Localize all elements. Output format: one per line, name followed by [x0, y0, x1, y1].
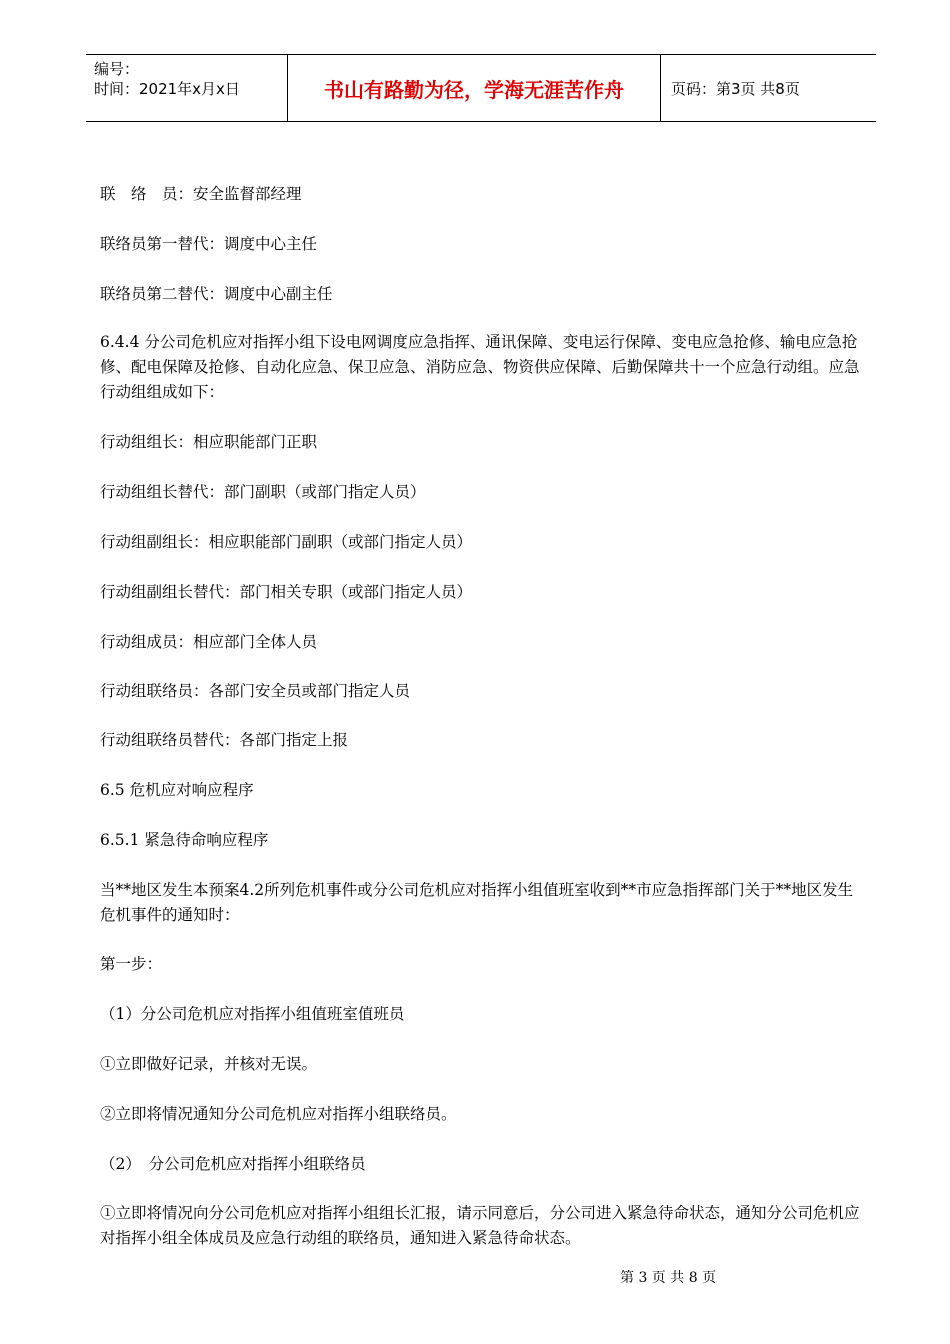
paragraph: （2） 分公司危机应对指挥小组联络员	[100, 1155, 366, 1173]
paragraph: ②立即将情况通知分公司危机应对指挥小组联络员。	[100, 1105, 457, 1123]
paragraph: （1）分公司危机应对指挥小组值班室值班员	[100, 1005, 405, 1023]
paragraph: 行动组成员：相应部门全体人员	[100, 633, 318, 651]
paragraph: 当**地区发生本预案4.2所列危机事件或分公司危机应对指挥小组值班室收到**市应急指挥部门关于**地区发生危机事件的通知时：	[100, 881, 854, 924]
header-page-number: 页码：第3页 共8页	[671, 79, 800, 98]
paragraph: 6.4.4 分公司危机应对指挥小组下设电网调度应急指挥、通讯保障、变电运行保障、变电应急抢修、输电应急抢修、配电保障及抢修、自动化应急、保卫应急、消防应急、物资供应保障、后勤保障共十一个应急行动组。应急行动组组成如下：	[100, 333, 860, 401]
paragraph: ①立即将情况向分公司危机应对指挥小组组长汇报，请示同意后，分公司进入紧急待命状态，通知分公司危机应对指挥小组全体成员及应急行动组的联络员，通知进入紧急待命状态。	[100, 1204, 860, 1247]
paragraph: 联 络 员：安全监督部经理	[100, 185, 302, 203]
page-header	[86, 54, 876, 122]
paragraph: 行动组组长替代：部门副职（或部门指定人员）	[100, 483, 426, 501]
paragraph: 行动组副组长替代：部门相关专职（或部门指定人员）	[100, 583, 473, 601]
header-meta	[86, 55, 287, 121]
header-motto: 书山有路勤为径，学海无涯苦作舟	[287, 55, 661, 121]
paragraph: 联络员第二替代：调度中心副主任	[100, 285, 333, 303]
paragraph: ①立即做好记录，并核对无误。	[100, 1055, 318, 1073]
paragraph: 行动组联络员替代：各部门指定上报	[100, 731, 349, 749]
section-heading: 6.5.1 紧急待命响应程序	[100, 831, 269, 849]
paragraph: 行动组联络员：各部门安全员或部门指定人员	[100, 682, 411, 700]
date-label: 时间：2021年x月x日	[94, 80, 240, 98]
section-heading: 6.5 危机应对响应程序	[100, 781, 254, 799]
paragraph: 行动组组长：相应职能部门正职	[100, 433, 318, 451]
serial-number-label: 编号：	[94, 60, 140, 78]
paragraph: 第一步：	[100, 955, 163, 973]
page-footer: 第 3 页 共 8 页	[620, 1270, 717, 1286]
paragraph: 联络员第一替代：调度中心主任	[100, 235, 318, 253]
paragraph: 行动组副组长：相应职能部门副职（或部门指定人员）	[100, 533, 473, 551]
